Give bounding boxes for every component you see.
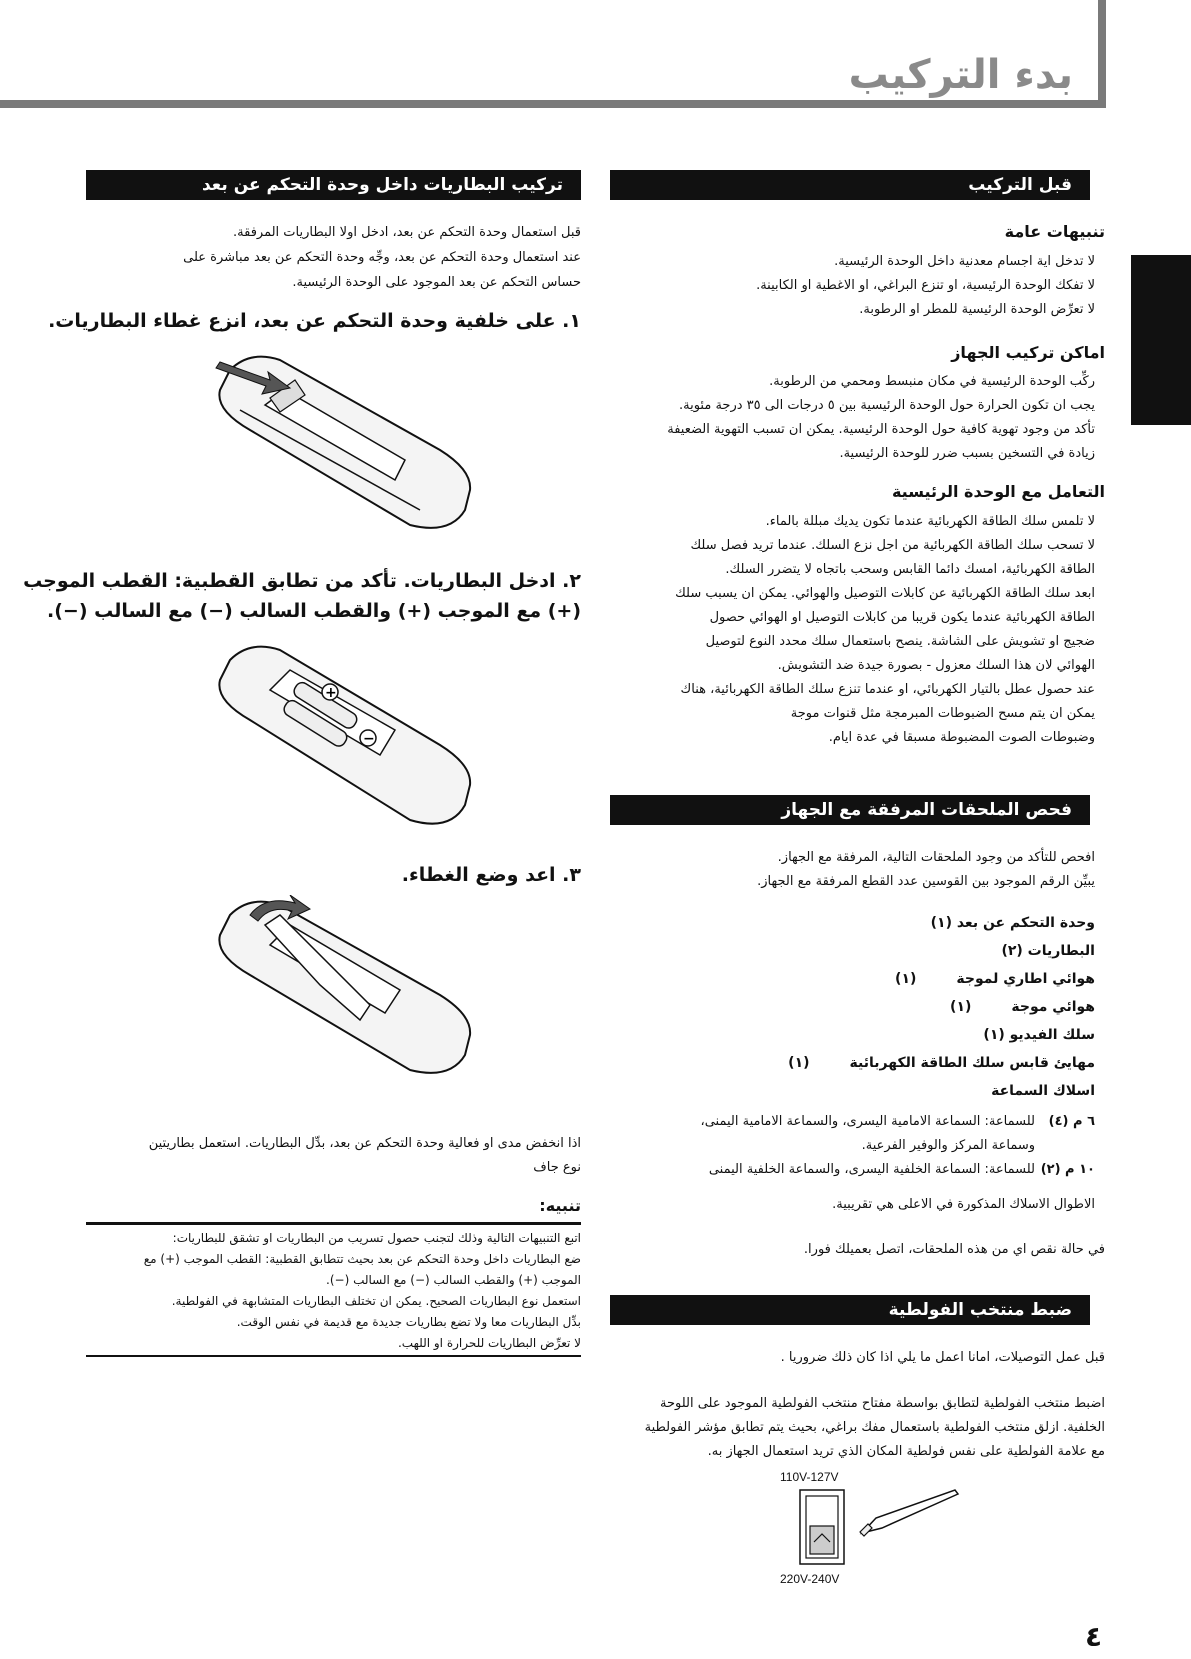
caution-list — [86, 1228, 581, 1354]
location-text — [610, 370, 1095, 466]
handling-line: عند حصول عطل بالتيار الكهربائي، او عندما تنزع سلك الطاقة الكهربائية، هناك — [680, 682, 1095, 697]
caution-item: بدِّل البطاريات معا ولا تضع بطاريات جديدة مع قديمة في نفس الوقت. — [236, 1315, 581, 1329]
replace-batteries-line: اذا انخفض مدى او فعالية وحدة التحكم عن بعد، بدِّل البطاريات. استعمل بطاريتين — [148, 1136, 581, 1151]
general-cautions-list — [610, 250, 1095, 322]
speaker-wire-row — [600, 1110, 1095, 1182]
accessory-quantity: (١) — [950, 999, 972, 1015]
general-cautions-title: تنبيهات عامة — [1004, 222, 1105, 241]
accessory-name: البطاريات (٢) — [1001, 943, 1095, 959]
header-rule — [0, 100, 1106, 108]
location-line: زيادة في التسخين بسبب ضرر للوحدة الرئيسية. — [839, 446, 1095, 461]
speaker-wire-desc: للسماعة: السماعة الامامية اليسرى، والسماعة الامامية اليمنى، — [700, 1114, 1035, 1129]
before-installation-title: قبل التركيب — [610, 170, 1090, 200]
caution-item: اتبع التنبيهات التالية وذلك لتجنب حصول تسريب من البطاريات او تشقق للبطاريات: — [172, 1231, 581, 1245]
general-caution-item: لا تدخل اية اجسام معدنية داخل الوحدة الرئيسية. — [834, 254, 1095, 269]
caution-top-rule — [86, 1222, 581, 1225]
general-caution-item: لا تعرِّض الوحدة الرئيسية للمطر او الرطوبة. — [859, 302, 1095, 317]
handling-line: لا تسحب سلك الطاقة الكهربائية من اجل نزع السلك. عندما تريد فصل سلك — [690, 538, 1095, 553]
speaker-wire-desc: وسماعة المركز والوفير الفرعية. — [861, 1138, 1035, 1153]
handling-line: لا تلمس سلك الطاقة الكهربائية عندما تكون يديك مبللة بالماء. — [765, 514, 1095, 529]
handling-line: ابعد سلك الطاقة الكهربائية عن كابلات التوصيل والهوائي. يمكن ان يسبب سلك — [675, 586, 1095, 601]
voltage-line: مع علامة الفولطية على نفس فولطية المكان الذي تريد استعمال الجهاز به. — [707, 1444, 1105, 1459]
handling-title: التعامل مع الوحدة الرئيسية — [891, 482, 1105, 501]
handling-line: الطاقة الكهربائية، امسك دائما القابس وسحب باتجاه لا يتضرر السلك. — [725, 562, 1095, 577]
page-number: ٤ — [1085, 1620, 1103, 1653]
battery-intro-line: عند استعمال وحدة التحكم عن بعد، وجِّه وحدة التحكم عن بعد مباشرة على — [183, 250, 581, 265]
voltage-high-label: 110V-127V — [780, 1470, 839, 1484]
caution-item: الموجب (+) والقطب السالب (−) مع السالب (−). — [326, 1273, 581, 1287]
caution-bottom-rule — [86, 1355, 581, 1357]
accessory-name: اسلاك السماعة — [991, 1083, 1095, 1099]
accessory-quantity: (١) — [788, 1055, 810, 1071]
accessory-item — [700, 1083, 1095, 1099]
battery-intro — [86, 220, 581, 295]
page-title: بدء التركيب — [848, 52, 1073, 98]
voltage-line: الخلفية. ازلق منتخب الفولطية باستعمال مفك براغي، بحيث يتم تطابق مؤشر الفولطية — [644, 1420, 1105, 1435]
replace-batteries-line: نوع جاف — [533, 1160, 581, 1175]
svg-text:−: − — [363, 731, 375, 747]
accessory-item — [700, 999, 1095, 1015]
step-2-line-1: ٢. ادخل البطاريات. تأكد من تطابق القطبية: القطب الموجب — [23, 570, 581, 592]
accessory-name: مهايئ قابس سلك الطاقة الكهربائية — [849, 1055, 1095, 1071]
svg-text:+: + — [325, 685, 337, 701]
voltage-line: اضبط منتخب الفولطية لتطابق بواسطة مفتاح منتخب الفولطية الموجود على اللوحة — [659, 1396, 1105, 1411]
accessory-name: هوائي اطاري لموجة — [956, 971, 1095, 987]
handling-line: الهوائي لان هذا السلك معزول - بصورة جيدة ضد التشويش. — [777, 658, 1095, 673]
accessories-intro-line: افحص للتأكد من وجود الملحقات التالية، المرفقة مع الجهاز. — [777, 850, 1095, 865]
remote-open-cover-illustration — [210, 350, 480, 535]
handling-text — [610, 510, 1095, 750]
voltage-selector-illustration — [780, 1488, 960, 1568]
accessories-intro-line: يبيِّن الرقم الموجود بين القوسين عدد القطع المرفقة مع الجهاز. — [757, 874, 1095, 889]
battery-intro-line: حساس التحكم عن بعد الموجود على الوحدة الرئيسية. — [292, 275, 581, 290]
accessories-section-title: فحص الملحقات المرفقة مع الجهاز — [610, 795, 1090, 825]
accessory-item — [700, 943, 1095, 959]
general-caution-item: لا تفكك الوحدة الرئيسية، او تنزع البراغي، او الاغطية او الكابينة. — [756, 278, 1095, 293]
remote-close-cover-illustration — [210, 895, 480, 1080]
accessory-name: وحدة التحكم عن بعد (١) — [930, 915, 1095, 931]
caution-item: لا تعرِّض البطاريات للحرارة او اللهب. — [397, 1336, 581, 1350]
accessory-quantity: (١) — [895, 971, 917, 987]
step-3: ٣. اعد وضع الغطاء. — [401, 864, 581, 886]
caution-title: تنبيه: — [539, 1196, 581, 1215]
speaker-wire-length: ١٠ م (٢) — [1040, 1162, 1095, 1177]
voltage-intro: قبل عمل التوصيلات، امانا اعمل ما يلي اذا كان ذلك ضروريا . — [780, 1350, 1105, 1365]
accessories-intro — [610, 846, 1095, 894]
location-line: تأكد من وجود تهوية كافية حول الوحدة الرئيسية. يمكن ان تسبب التهوية الضعيفة — [667, 422, 1095, 437]
voltage-section-title: ضبط منتخب الفولطية — [610, 1295, 1090, 1325]
voltage-low-label: 220V-240V — [780, 1572, 840, 1586]
missing-accessories-note: في حالة نقص اي من هذه الملحقات، اتصل بعميلك فورا. — [803, 1242, 1105, 1257]
speaker-wire-desc: للسماعة: السماعة الخلفية اليسرى، والسماعة الخلفية اليمنى — [708, 1162, 1035, 1177]
replace-batteries-text — [86, 1132, 581, 1180]
location-line: ركِّب الوحدة الرئيسية في مكان منبسط ومحمي من الرطوبة. — [769, 374, 1095, 389]
caution-item: استعمل نوع البطاريات الصحيح. يمكن ان تختلف البطاريات المتشابهة في الفولطية. — [171, 1294, 581, 1308]
location-line: يجب ان تكون الحرارة حول الوحدة الرئيسية بين ٥ درجات الى ٣٥ درجة مئوية. — [679, 398, 1095, 413]
accessory-name: هوائي موجة — [1011, 999, 1095, 1015]
remote-batteries-illustration — [210, 640, 480, 835]
battery-section-title: تركيب البطاريات داخل وحدة التحكم عن بعد — [86, 170, 581, 200]
handling-line: الطاقة الكهربائية عندما يكون قريبا من كابلات التوصيل او الهوائي حصول — [709, 610, 1095, 625]
voltage-instructions — [610, 1392, 1105, 1464]
wire-length-note: الاطوال الاسلاك المذكورة في الاعلى هي تقريبية. — [832, 1197, 1095, 1212]
header-vertical-rule — [1098, 0, 1106, 108]
handling-line: ضجيج او تشويش على الشاشة. ينصح باستعمال سلك محدد النوع لتوصيل — [705, 634, 1095, 649]
handling-line: يمكن ان يتم مسح الضبوطات المبرمجة مثل قنوات موجة — [790, 706, 1095, 721]
caution-item: ضع البطاريات داخل وحدة التحكم عن بعد بحيث تتطابق القطبية: القطب الموجب (+) مع — [143, 1252, 581, 1266]
accessory-item — [700, 1027, 1095, 1043]
accessory-name: سلك الفيديو (١) — [983, 1027, 1095, 1043]
step-2-line-2: (+) مع الموجب (+) والقطب السالب (−) مع السالب (−). — [47, 600, 581, 622]
accessory-item — [700, 1055, 1095, 1071]
handling-line: وضبوطات الصوت المضبوطة مسبقا في عدة ايام. — [828, 730, 1095, 745]
battery-intro-line: قبل استعمال وحدة التحكم عن بعد، ادخل اولا البطاريات المرفقة. — [233, 225, 581, 240]
chapter-tab — [1131, 255, 1191, 425]
accessory-item — [700, 915, 1095, 931]
location-title: اماكن تركيب الجهاز — [951, 343, 1105, 362]
accessory-item — [700, 971, 1095, 987]
step-1: ١. على خلفية وحدة التحكم عن بعد، انزع غطاء البطاريات. — [48, 310, 581, 332]
speaker-wire-length: ٦ م (٤) — [1048, 1114, 1095, 1129]
